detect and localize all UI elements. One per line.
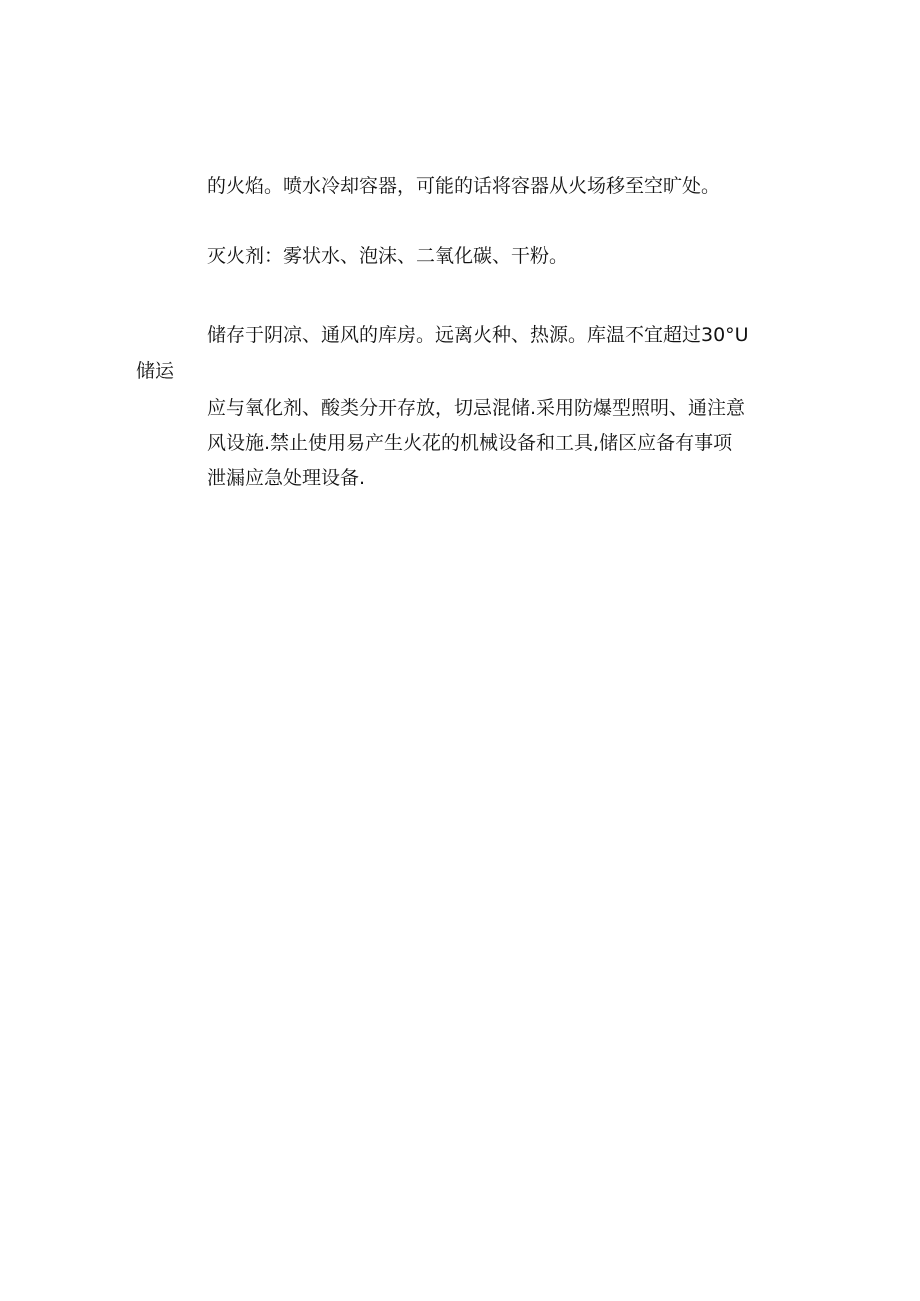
storage-section-label: 储运 — [136, 360, 175, 382]
storage-text-line-4: 泄漏应急处理设备. — [207, 467, 366, 489]
storage-text-line-3: 风设施.禁止使用易产生火花的机械设备和工具,储区应备有事项 — [207, 432, 733, 454]
fire-handling-text: 的火焰。喷水冷却容器，可能的话将容器从火场移至空旷处。 — [207, 175, 721, 197]
storage-text-line-2: 应与氧化剂、酸类分开存放，切忌混储.采用防爆型照明、通注意 — [207, 397, 746, 419]
storage-text-line-1: 储存于阴凉、通风的库房。远离火种、热源。库温不宜超过30°U — [207, 324, 749, 346]
extinguishing-agent-text: 灭火剂：雾状水、泡沫、二氧化碳、干粉。 — [207, 245, 569, 267]
